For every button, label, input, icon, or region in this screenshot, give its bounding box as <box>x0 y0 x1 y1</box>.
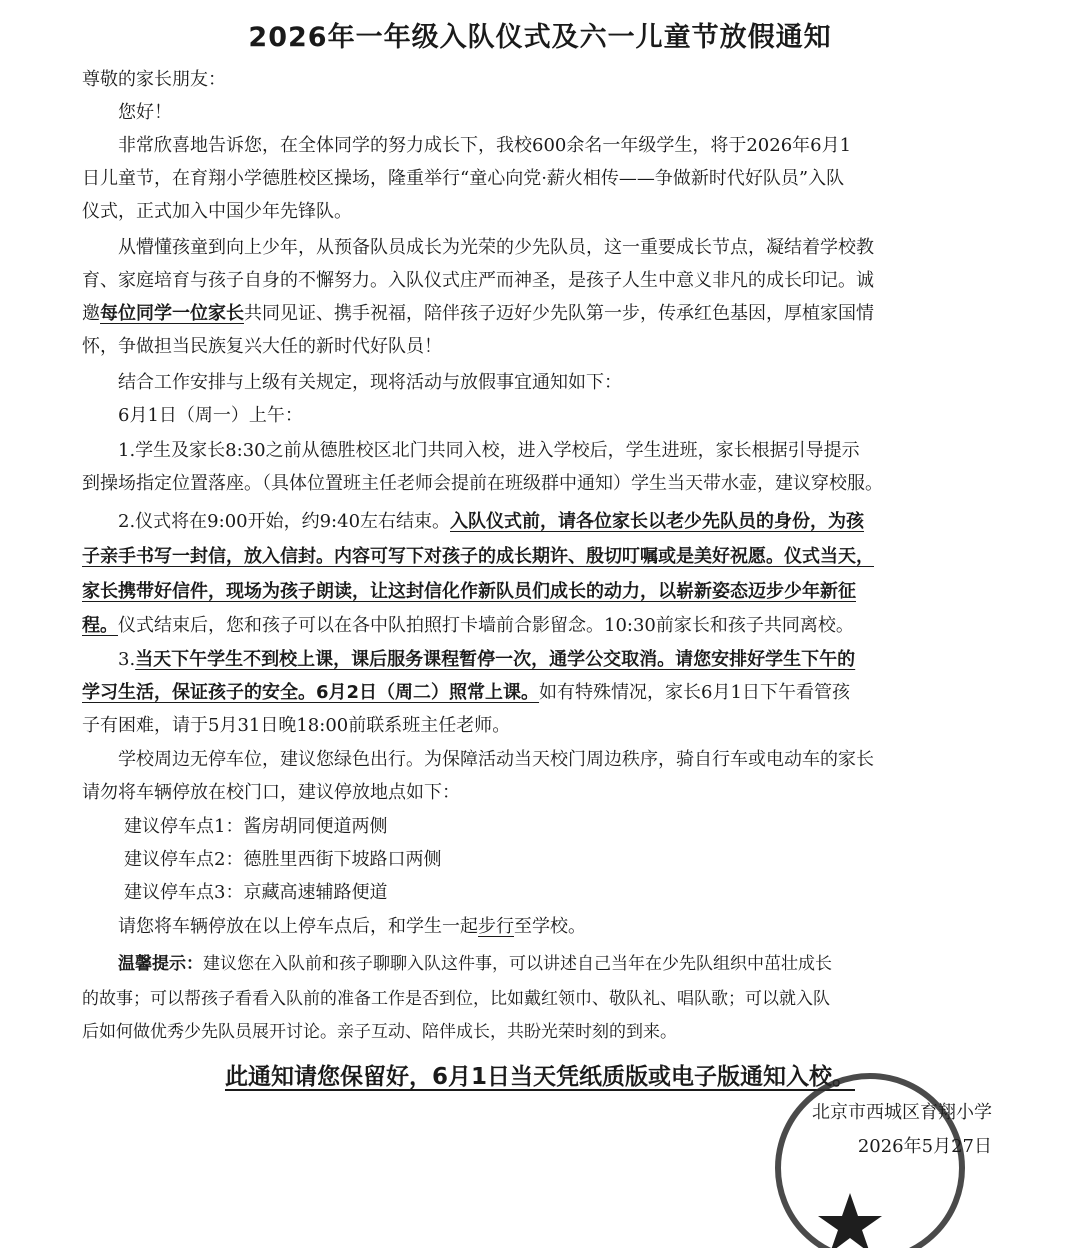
parking-point: 建议停车点3：京藏高速辅路便道 <box>124 882 388 903</box>
text-run: 邀 <box>82 303 100 324</box>
date-heading: 6月1日（周一）上午： <box>118 405 303 426</box>
emphasis-text: 当天下午学生不到校上课，课后服务课程暂停一次，通学公交取消。请您安排好学生下午的 <box>135 649 856 670</box>
item-2-line <box>118 508 864 536</box>
paragraph-line: 结合工作安排与上级有关规定，现将活动与放假事宜通知如下： <box>118 372 622 393</box>
emphasis-walk: 步行 <box>478 916 514 937</box>
parking-point: 建议停车点2：德胜里西街下坡路口两侧 <box>124 849 442 870</box>
walk-line <box>118 913 586 941</box>
paragraph-line: 怀，争做担当民族复兴大任的新时代好队员！ <box>82 336 442 357</box>
text-run: 至学校。 <box>514 916 586 937</box>
emphasis-text: 学习生活，保证孩子的安全。6月2日（周二）照常上课。 <box>82 682 540 703</box>
item-1-line: 1.学生及家长8:30之前从德胜校区北门共同入校，进入学校后，学生进班，家长根据引导提示 <box>118 440 860 461</box>
item-2-emphasis-line: 子亲手书写一封信，放入信封。内容可写下对孩子的成长期许、殷切叮嘱或是美好祝愿。仪式当天， <box>82 546 874 567</box>
tip-line: 的故事；可以帮孩子看看入队前的准备工作是否到位，比如戴红领巾、敬队礼、唱队歌；可以就入队 <box>82 989 830 1009</box>
item-3-line: 子有困难，请于5月31日晚18:00前联系班主任老师。 <box>82 715 511 736</box>
paragraph-line: 育、家庭培育与孩子自身的不懈努力。入队仪式庄严而神圣，是孩子人生中意义非凡的成长印记。诚 <box>82 270 874 291</box>
parking-point: 建议停车点1：酱房胡同便道两侧 <box>124 816 388 837</box>
notice-title: 2026年一年级入队仪式及六一儿童节放假通知 <box>248 22 832 53</box>
parking-line: 学校周边无停车位，建议您绿色出行。为保障活动当天校门周边秩序，骑自行车或电动车的家长 <box>118 749 874 770</box>
paragraph-line: 非常欣喜地告诉您，在全体同学的努力成长下，我校600余名一年级学生，将于2026年6月1 <box>118 135 852 156</box>
signature-org: 北京市西城区育翔小学 <box>812 1102 992 1123</box>
tip-label: 温馨提示： <box>118 954 203 974</box>
paragraph-line: 仪式，正式加入中国少年先锋队。 <box>82 201 352 222</box>
tip-line: 后如何做优秀少先队员展开讨论。亲子互动、陪伴成长，共盼光荣时刻的到来。 <box>82 1022 677 1042</box>
emphasis-parent-count: 每位同学一位家长 <box>100 303 244 324</box>
tip-line <box>118 950 832 978</box>
parking-line: 请勿将车辆停放在校门口，建议停放地点如下： <box>82 782 460 803</box>
item-3-line <box>118 646 855 674</box>
item-2-line <box>82 612 854 640</box>
text-run: 2.仪式将在9:00开始，约9:40左右结束。 <box>118 511 451 532</box>
emphasis-text: 程。 <box>82 615 118 636</box>
paragraph-line: 日儿童节，在育翔小学德胜校区操场，隆重举行“童心向党·薪火相传——争做新时代好队员”入队 <box>82 168 845 189</box>
text-run: 建议您在入队前和孩子聊聊入队这件事，可以讲述自己当年在少先队组织中茁壮成长 <box>203 954 832 974</box>
text-run: 仪式结束后，您和孩子可以在各中队拍照打卡墙前合影留念。10:30前家长和孩子共同离校。 <box>118 615 854 636</box>
item-1-line: 到操场指定位置落座。（具体位置班主任老师会提前在班级群中通知）学生当天带水壶，建议穿校服。 <box>82 473 883 494</box>
salutation: 尊敬的家长朋友： <box>82 69 226 90</box>
greeting: 您好！ <box>118 102 172 123</box>
text-run: 3. <box>118 649 136 670</box>
signature-date: 2026年5月27日 <box>857 1136 992 1157</box>
item-2-emphasis-line: 家长携带好信件，现场为孩子朗读，让这封信化作新队员们成长的动力，以崭新姿态迈步少年新征 <box>82 581 856 602</box>
paragraph-line: 从懵懂孩童到向上少年，从预备队员成长为光荣的少先队员，这一重要成长节点，凝结着学校教 <box>118 237 874 258</box>
item-3-line <box>82 679 850 707</box>
text-run: 请您将车辆停放在以上停车点后，和学生一起 <box>118 916 478 937</box>
text-run: 如有特殊情况，家长6月1日下午看管孩 <box>539 682 850 703</box>
paragraph-line <box>82 300 874 328</box>
text-run: 共同见证、携手祝福，陪伴孩子迈好少先队第一步，传承红色基因，厚植家国情 <box>244 303 874 324</box>
final-notice: 此通知请您保留好，6月1日当天凭纸质版或电子版通知入校。 <box>224 1064 855 1090</box>
emphasis-text: 入队仪式前，请各位家长以老少先队员的身份，为孩 <box>450 511 865 532</box>
